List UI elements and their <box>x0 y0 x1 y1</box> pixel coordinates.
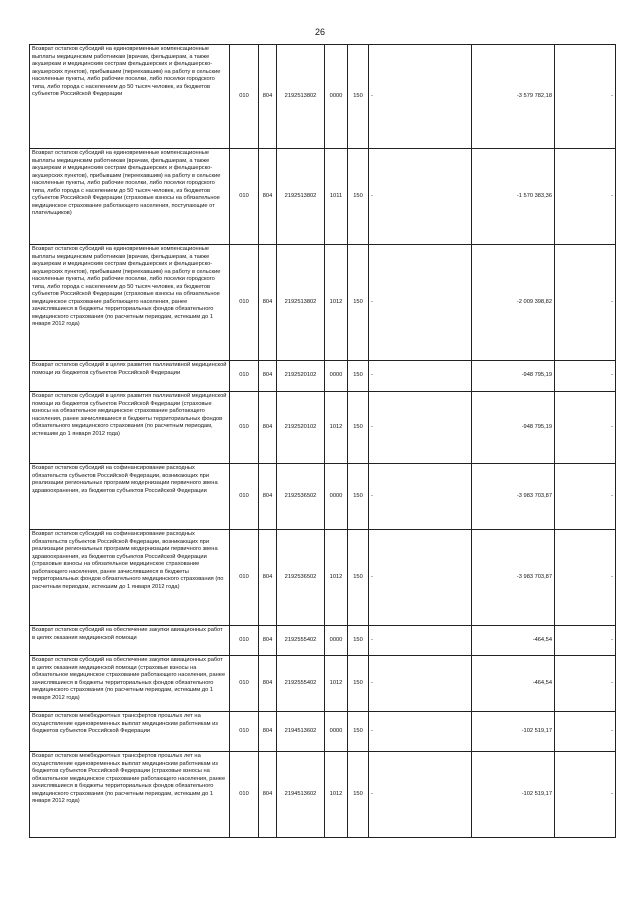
empty-value-dash: - <box>555 752 616 838</box>
income-kind-code: 150 <box>348 752 369 838</box>
program-code: 0000 <box>325 45 348 149</box>
amount-value: -464,54 <box>472 626 555 656</box>
row-description: Возврат остатков субсидий на единовременные компенсационные выплаты медицинским работникам (врачам, фельдшерам, а также акушеркам и медицинским сестрам фельдшерских и фельдшерско-акушерских пунктов), прибывшим (переехавшим) на работу в сельские населенные пункты, либо рабочие поселки, либо поселки городского типа, либо города с населением до 50 тысяч человек, из бюджетов субъектов Российской Федерации (страховые взносы на обязательное медицинское страхование работающего населения, ранее зачислявшиеся в бюджеты территориальных фондов обязательного медицинского страхования (по расчетным периодам, истекшим до 1 января 2012 года) <box>30 245 230 361</box>
target-article-code: 2194513602 <box>277 712 325 752</box>
empty-value-dash: - <box>369 245 472 361</box>
income-kind-code: 150 <box>348 530 369 626</box>
empty-value-dash: - <box>369 626 472 656</box>
page-number: 26 <box>314 27 325 37</box>
table-row <box>30 245 616 361</box>
empty-value-dash: - <box>555 361 616 392</box>
table-row <box>30 752 616 838</box>
program-code: 0000 <box>325 464 348 530</box>
empty-value-dash: - <box>369 712 472 752</box>
empty-value-dash: - <box>555 530 616 626</box>
section-code: 804 <box>259 752 277 838</box>
row-description: Возврат остатков субсидий на обеспечение закупки авиационных работ в целях оказания медицинской помощи <box>30 626 230 656</box>
table-row <box>30 530 616 626</box>
amount-value: -3 579 782,18 <box>472 45 555 149</box>
target-article-code: 2192513802 <box>277 45 325 149</box>
admin-code: 010 <box>230 712 259 752</box>
income-kind-code: 150 <box>348 45 369 149</box>
admin-code: 010 <box>230 626 259 656</box>
section-code: 804 <box>259 464 277 530</box>
program-code: 1011 <box>325 149 348 245</box>
empty-value-dash: - <box>555 149 616 245</box>
table-row <box>30 361 616 392</box>
amount-value: -102 519,17 <box>472 712 555 752</box>
income-kind-code: 150 <box>348 392 369 464</box>
admin-code: 010 <box>230 464 259 530</box>
section-code: 804 <box>259 530 277 626</box>
table-row <box>30 464 616 530</box>
admin-code: 010 <box>230 361 259 392</box>
income-kind-code: 150 <box>348 245 369 361</box>
section-code: 804 <box>259 626 277 656</box>
table-row <box>30 626 616 656</box>
row-description: Возврат остатков межбюджетных трансфертов прошлых лет на осуществление единовременных выплат медицинским работникам из бюджетов субъектов Российской Федерации <box>30 712 230 752</box>
section-code: 804 <box>259 392 277 464</box>
row-description: Возврат остатков субсидий на единовременные компенсационные выплаты медицинским работникам (врачам, фельдшерам, а также акушеркам и медицинским сестрам фельдшерских и фельдшерско-акушерских пунктов), прибывшим (переехавшим) на работу в сельские населенные пункты, либо рабочие поселки, либо поселки городского типа, либо города с населением до 50 тысяч человек, из бюджетов субъектов Российской Федерации (страховые взносы на обязательное медицинское страхование работающего населения, поступающие от плательщиков) <box>30 149 230 245</box>
admin-code: 010 <box>230 656 259 712</box>
amount-value: -1 570 383,36 <box>472 149 555 245</box>
income-kind-code: 150 <box>348 464 369 530</box>
section-code: 804 <box>259 712 277 752</box>
admin-code: 010 <box>230 149 259 245</box>
table-row <box>30 712 616 752</box>
empty-value-dash: - <box>369 752 472 838</box>
target-article-code: 2192555402 <box>277 626 325 656</box>
empty-value-dash: - <box>369 392 472 464</box>
empty-value-dash: - <box>555 712 616 752</box>
amount-value: -948 795,19 <box>472 392 555 464</box>
table-body <box>30 45 616 838</box>
income-kind-code: 150 <box>348 712 369 752</box>
program-code: 1012 <box>325 245 348 361</box>
empty-value-dash: - <box>555 245 616 361</box>
target-article-code: 2192555402 <box>277 656 325 712</box>
target-article-code: 2192513802 <box>277 245 325 361</box>
empty-value-dash: - <box>555 626 616 656</box>
row-description: Возврат остатков субсидий на обеспечение закупки авиационных работ в целях оказания медицинской помощи (страховые взносы на обязательное медицинское страхование работающего населения, ранее зачислявшиеся в бюджеты территориальных фондов обязательного медицинского страхования (по расчетным периодам, истекшим до 1 января 2012 года) <box>30 656 230 712</box>
empty-value-dash: - <box>555 464 616 530</box>
row-description: Возврат остатков субсидий на софинансирование расходных обязательств субъектов Российской Федерации, возникающих при реализации региональных программ модернизации первичного звена здравоохранения, из бюджетов субъектов Российской Федерации <box>30 464 230 530</box>
section-code: 804 <box>259 245 277 361</box>
row-description: Возврат остатков межбюджетных трансфертов прошлых лет на осуществление единовременных выплат медицинским работникам из бюджетов субъектов Российской Федерации (страховые взносы на обязательное медицинское страхование работающего населения, ранее зачислявшиеся в бюджеты территориальных фондов обязательного медицинского страхования (по расчетным периодам, истекшим до 1 января 2012 года) <box>30 752 230 838</box>
amount-value: -948 795,19 <box>472 361 555 392</box>
section-code: 804 <box>259 361 277 392</box>
income-kind-code: 150 <box>348 361 369 392</box>
target-article-code: 2194513602 <box>277 752 325 838</box>
table-row <box>30 149 616 245</box>
row-description: Возврат остатков субсидий в целях развития паллиативной медицинской помощи из бюджетов субъектов Российской Федерации <box>30 361 230 392</box>
empty-value-dash: - <box>369 530 472 626</box>
section-code: 804 <box>259 149 277 245</box>
admin-code: 010 <box>230 45 259 149</box>
empty-value-dash: - <box>369 656 472 712</box>
target-article-code: 2192520102 <box>277 392 325 464</box>
income-kind-code: 150 <box>348 626 369 656</box>
target-article-code: 2192536502 <box>277 530 325 626</box>
program-code: 1012 <box>325 530 348 626</box>
admin-code: 010 <box>230 392 259 464</box>
empty-value-dash: - <box>369 45 472 149</box>
income-kind-code: 150 <box>348 656 369 712</box>
section-code: 804 <box>259 656 277 712</box>
program-code: 0000 <box>325 712 348 752</box>
row-description: Возврат остатков субсидий на единовременные компенсационные выплаты медицинским работникам (врачам, фельдшерам, а также акушеркам и медицинским сестрам фельдшерских и фельдшерско-акушерских пунктов), прибывшим (переехавшим) на работу в сельские населенные пункты, либо рабочие поселки, либо поселки городского типа, либо города с населением до 50 тысяч человек, из бюджетов субъектов Российской Федерации <box>30 45 230 149</box>
row-description: Возврат остатков субсидий на софинансирование расходных обязательств субъектов Российской Федерации, возникающих при реализации региональных программ модернизации первичного звена здравоохранения, из бюджетов субъектов Российской Федерации (страховые взносы на обязательное медицинское страхование работающего населения, ранее зачислявшиеся в бюджеты территориальных фондов обязательного медицинского страхования (по расчетным периодам, истекшим до 1 января 2012 года) <box>30 530 230 626</box>
program-code: 1012 <box>325 656 348 712</box>
section-code: 804 <box>259 45 277 149</box>
amount-value: -2 009 398,82 <box>472 245 555 361</box>
budget-table <box>29 44 616 838</box>
program-code: 1012 <box>325 392 348 464</box>
admin-code: 010 <box>230 530 259 626</box>
empty-value-dash: - <box>555 392 616 464</box>
target-article-code: 2192536502 <box>277 464 325 530</box>
empty-value-dash: - <box>369 361 472 392</box>
amount-value: -3 983 703,87 <box>472 530 555 626</box>
empty-value-dash: - <box>369 464 472 530</box>
table-row <box>30 392 616 464</box>
income-kind-code: 150 <box>348 149 369 245</box>
empty-value-dash: - <box>555 656 616 712</box>
table-row <box>30 656 616 712</box>
admin-code: 010 <box>230 752 259 838</box>
amount-value: -464,54 <box>472 656 555 712</box>
row-description: Возврат остатков субсидий в целях развития паллиативной медицинской помощи из бюджетов субъектов Российской Федерации (страховые взносы на обязательное медицинское страхование работающего населения, ранее зачислявшиеся в бюджеты территориальных фондов обязательного медицинского страхования (по расчетным периодам, истекшим до 1 января 2012 года) <box>30 392 230 464</box>
target-article-code: 2192513802 <box>277 149 325 245</box>
empty-value-dash: - <box>369 149 472 245</box>
amount-value: -102 519,17 <box>472 752 555 838</box>
program-code: 0000 <box>325 361 348 392</box>
admin-code: 010 <box>230 245 259 361</box>
program-code: 0000 <box>325 626 348 656</box>
table-row <box>30 45 616 149</box>
target-article-code: 2192520102 <box>277 361 325 392</box>
amount-value: -3 983 703,87 <box>472 464 555 530</box>
empty-value-dash: - <box>555 45 616 149</box>
program-code: 1012 <box>325 752 348 838</box>
